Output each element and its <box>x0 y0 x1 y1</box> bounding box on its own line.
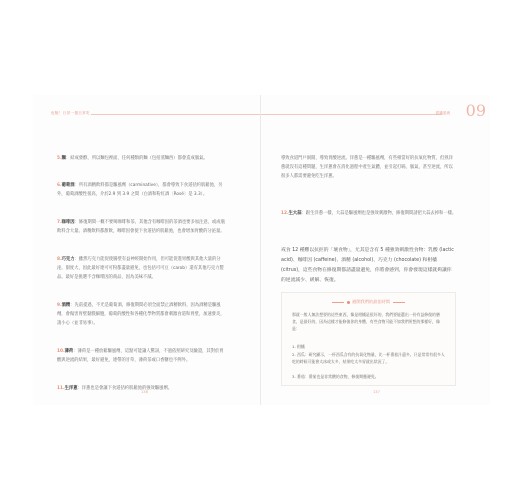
left-page <box>33 95 261 405</box>
header-rule <box>261 114 442 115</box>
list-item <box>57 302 225 329</box>
box-title-text: 避開我們的最佳時間 <box>352 299 390 304</box>
item-term: 酒精 <box>61 303 71 308</box>
box-list-item: 2. 西瓜：研究顯示，一杯西瓜含有的抗氧化物量，比一杯番茄汁還多。只是常常有很多人吃的時候可能會太冰或太多，結果吃太多胃就出狀況了。 <box>292 352 445 365</box>
book-spread <box>33 95 490 405</box>
divider <box>393 302 405 303</box>
item-text: ：先前提過，不光是葡萄酒，修復期間必須全面禁止酒精飲料，因為酒精是驅風劑，會傷害胃壁黏膜細胞，葡萄的酸性和各種化學物質都會刺激食道和胃壁，加速發炎，請小心（並非易事）。 <box>57 303 225 326</box>
item-text: ：結成發酵，所以麵包裡面，任何種類的麵（包括蒸麵西）都會造成脹氣。 <box>65 156 208 161</box>
page-number: 137 <box>373 390 380 394</box>
item-text: ：修復期間一概不要喝咖啡和茶。其他含有咖啡因的茶酒也要多加注意，或成瓶飲料含大量。酒精飲料都甜飲，咖啡因會使下食道括約肌鬆弛，也會增加胃酸的分泌量。 <box>57 220 225 234</box>
item-text: ：所有酒精飲料都是驅風劑（carminative），都會導致下食道括約肌鬆弛，另外，葡萄酒酸性很高，介於2.9 到 3.9 之間（白酒和粉紅酒〔Rosé〕是 3.3）。 <box>57 183 223 197</box>
box-list-item: 3. 番茄：番茄也是非常酸的食物，修復期應避免。 <box>292 374 379 379</box>
item-number: 9. <box>57 303 62 308</box>
list-item <box>57 219 225 237</box>
item-text: 導致食道門戶洞開，導致胃酸逆流。洋蔥是一種驅風劑，有些相當好的抗氧化物質，但熟洋蔥就沒有這種問題，生洋蔥會在消化過程中產生氣體，並引起打嗝、脹氣，甚至逆流，所以很多人都需要避免吃生洋蔥。 <box>281 156 453 179</box>
item-number: 12. <box>281 211 289 216</box>
list-item <box>57 256 225 283</box>
item-number: 11. <box>57 386 65 391</box>
item-text: ：跟生洋蔥一樣，大蒜是驅風劑也是強效刺激物，修復期間請把大蒜去掉和一樣。 <box>301 211 457 216</box>
bullet-icon <box>347 301 350 304</box>
item-number: 8. <box>57 257 62 262</box>
item-term: 麵 <box>61 156 66 161</box>
header-rule <box>91 114 260 115</box>
box-body: 那就一般人無法想要的這些東西，像是柑橘是很好的，我們要能選出一份有益修復的膳食，是最好的，因為這樣才能修復你的身體，有些食物可能不如我們所想的那樣好，像是： <box>292 312 440 332</box>
item-term: 巧克力 <box>61 257 75 262</box>
item-term: 生大蒜 <box>288 211 302 216</box>
item-text: ：洋蔥也是會讓下食道括約肌鬆弛的強效驅風劑。 <box>77 386 173 391</box>
box-list-item: 1. 柑橘 <box>292 344 305 349</box>
right-running-header: 認識逆流 <box>435 111 450 115</box>
left-running-header: 危險！日常一週日常吃 <box>51 111 90 115</box>
list-item <box>281 210 457 219</box>
sidebar-box <box>281 292 456 386</box>
chapter-number: 09 <box>465 101 486 120</box>
divider <box>332 302 344 303</box>
list-item <box>281 155 457 182</box>
item-term: 薄荷 <box>64 349 74 354</box>
item-term: 生洋蔥 <box>64 386 78 391</box>
item-text: ：薄荷是一種放鬆驅風劑，這點可能讓人驚訝，不過依照研究及驗證，其對於胃酸與逆流的結果，最好避免，連帶的甘草，薄荷茶或口香糖也不例外。 <box>57 349 224 363</box>
item-term: 咖啡因 <box>61 220 75 225</box>
page-number: 136 <box>141 390 148 394</box>
list-item <box>57 348 225 366</box>
item-text: ：雖然巧克力能促使腸壁有益神經開始作用，但可能促進胃酸與其他大量的分泌。甜度大，因此最好連可可粉都盡量避免，也包括可可豆（carob）還有其他巧克力製品。最好是挑選不含咖啡因的商品，因為美味不減。 <box>57 257 224 280</box>
body-paragraph: 戒食 12 種難以抗拒的「壞食物」，尤其是含有 5 種強效刺激性食物：乳酸 (lactic acid)、咖啡因 (caffeine)、酒精 (alcohol)、巧克力 (chocolate) 和柑橘 (citrus)，這些食物在修復期都請盡量避免，你將會感到，你會發現這樣就夠讓你的逆流減少、緩解、恢復。 <box>281 248 454 283</box>
box-title <box>282 299 455 305</box>
item-term: 葡萄酒 <box>61 183 75 188</box>
item-number: 7. <box>57 220 62 225</box>
list-item <box>57 155 225 164</box>
list-item <box>57 182 225 200</box>
item-number: 10. <box>57 349 65 354</box>
item-number: 6. <box>57 183 62 188</box>
right-page <box>261 95 490 405</box>
item-number: 5. <box>57 156 62 161</box>
